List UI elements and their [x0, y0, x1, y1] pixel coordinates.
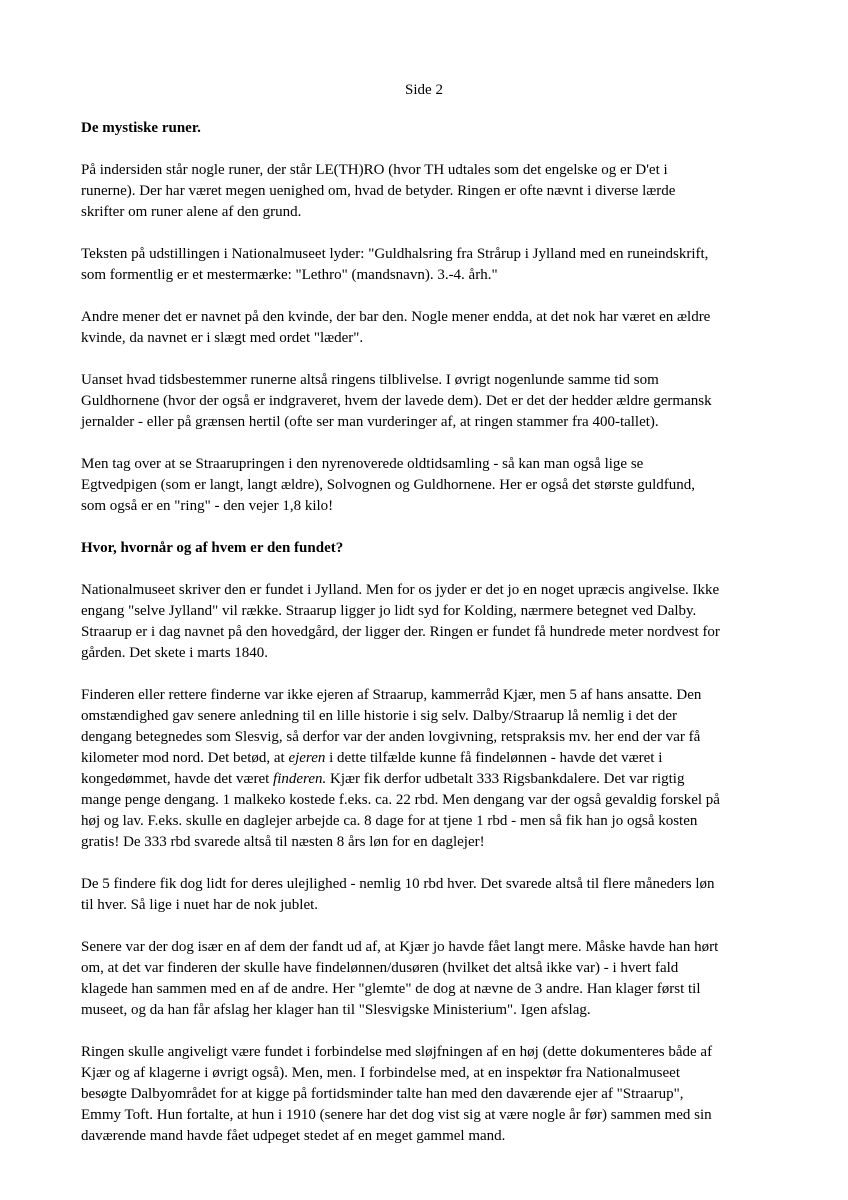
paragraph: Andre mener det er navnet på den kvinde, der bar den. Nogle mener endda, at det nok har været en ældre kvinde, da navnet er i slægt med ordet "læder". [81, 309, 711, 346]
paragraph [81, 685, 721, 853]
page-content [81, 118, 721, 1147]
paragraph-text: Kjær fik derfor udbetalt 333 Rigsbankdalere. Det var rigtig mange penge dengang. 1 malkeko kostede f.eks. ca. 22 rbd. Men dengang var der også gevaldig forskel på høj og lav. F.eks. skulle en daglejer arbejde ca. 8 dage for at tjene 1 rbd - men så fik han jo også kosten gratis! De 333 rbd svarede altså til næsten 8 års løn for en daglejer! [81, 771, 720, 850]
emphasis-text: ejeren [288, 750, 326, 766]
paragraph-text: Finderen eller rettere finderne var ikke ejeren af Straarup, kammerråd Kjær, men 5 af hans ansatte. Den omstændighed gav senere anledning til en lille historie i sig selv. Dalby/Straarup lå nemlig i det der dengang betegnedes som Slesvig, så derfor var der anden lovgivning, retspraksis mv. her end der var få kilometer mod nord. Det betød, at [81, 687, 702, 766]
paragraph: Uanset hvad tidsbestemmer runerne altså ringens tilblivelse. I øvrigt nogenlunde samme tid som Guldhornene (hvor der også er indgraveret, hvem der lavede dem). Det er det der hedder ældre germansk jernalder - eller på grænsen hertil (ofte ser man vurderinger af, at ringen stammer fra 400-tallet). [81, 372, 712, 430]
paragraph: På indersiden står nogle runer, der står LE(TH)RO (hvor TH udtales som det engelske og er D'et i runerne). Der har været megen uenighed om, hvad de betyder. Ringen er ofte nævnt i diverse lærde skrifter om runer alene af den grund. [81, 162, 676, 220]
paragraph: Teksten på udstillingen i Nationalmuseet lyder: "Guldhalsring fra Strårup i Jylland med en runeindskrift, som formentlig er et mestermærke: "Lethro" (mandsnavn). 3.-4. årh." [81, 246, 709, 283]
emphasis-text: finderen. [273, 771, 327, 787]
paragraph-text: i dette tilfælde kunne få findelønnen - havde det været i kongedømmet, havde det været [81, 750, 663, 787]
paragraph: Men tag over at se Straarupringen i den nyrenoverede oldtidsamling - så kan man også lige se Egtvedpigen (som er langt, langt ældre), Solvognen og Guldhornene. Her er også det største guldfund, som også er en "ring" - den vejer 1,8 kilo! [81, 456, 696, 514]
page-number: Side 2 [405, 82, 443, 98]
paragraph: Senere var der dog især en af dem der fandt ud af, at Kjær jo havde fået langt mere. Måske havde han hørt om, at det var finderen der skulle have findelønnen/dusøren (hvilket det altså ikke var) - i hvert fald klagede han sammen med en af de andre. Her "glemte" de dog at nævne de 3 andre. Han klager først til museet, og da han får afslag her klager han til "Slesvigske Ministerium". Igen afslag. [81, 939, 719, 1018]
section-heading-discovery: Hvor, hvornår og af hvem er den fundet? [81, 540, 344, 556]
paragraph: De 5 findere fik dog lidt for deres ulejlighed - nemlig 10 rbd hver. Det svarede altså til flere måneders løn til hver. Så lige i nuet har de nok jublet. [81, 876, 715, 913]
paragraph: Nationalmuseet skriver den er fundet i Jylland. Men for os jyder er det jo en noget upræcis angivelse. Ikke engang "selve Jylland" vil række. Straarup ligger jo lidt syd for Kolding, nærmere betegnet ved Dalby. Straarup er i dag navnet på den hovedgård, der ligger der. Ringen er fundet få hundrede meter nordvest for gården. Det skete i marts 1840. [81, 582, 720, 661]
section-heading-runes: De mystiske runer. [81, 120, 201, 136]
paragraph: Ringen skulle angiveligt være fundet i forbindelse med sløjfningen af en høj (dette dokumenteres både af Kjær og af klagerne i øvrigt også). Men, men. I forbindelse med, at en inspektør fra Nationalmuseet besøgte Dalbyområdet for at kigge på fortidsminder talte han med den daværende ejer af "Straarup", Emmy Toft. Hun fortalte, at hun i 1910 (senere har det dog vist sig at være nogle år før) sammen med sin daværende mand havde fået udpeget stedet af en meget gammel mand. [81, 1044, 713, 1144]
